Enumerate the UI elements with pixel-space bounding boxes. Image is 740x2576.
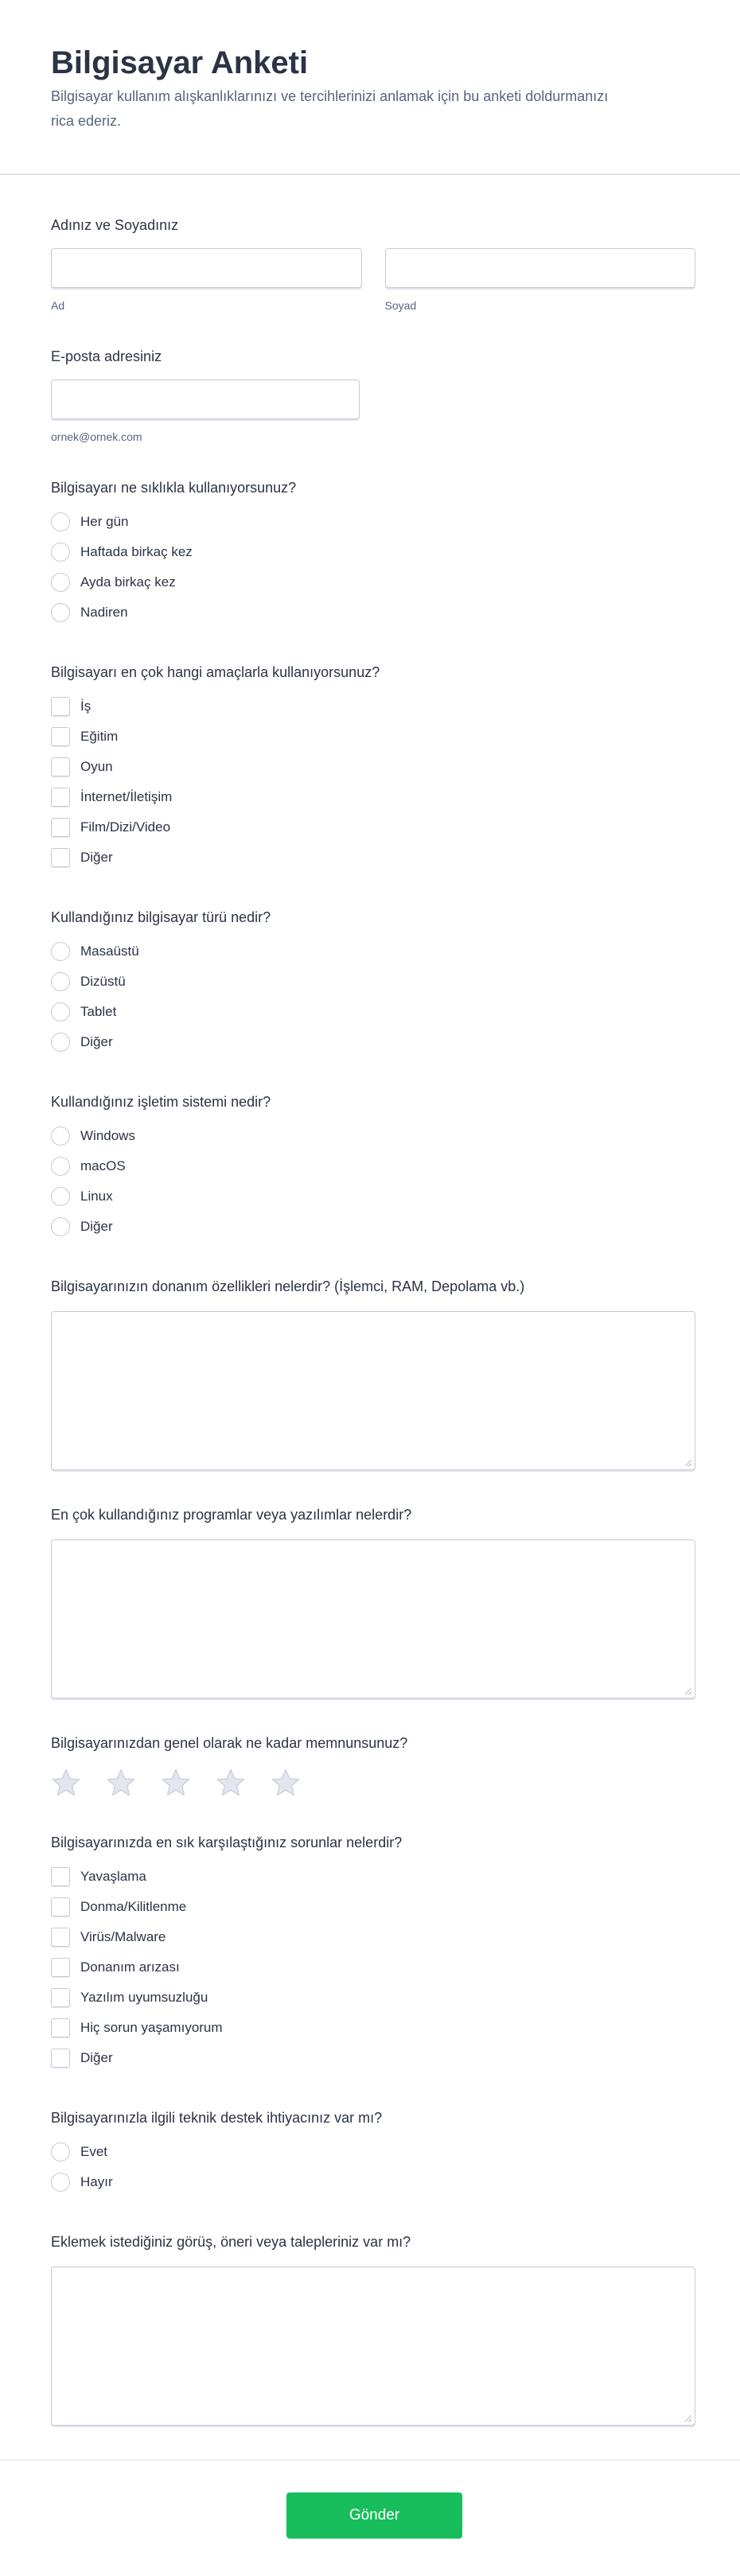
option-label: Haftada birkaç kez — [80, 544, 193, 559]
option-label: Donma/Kilitlenme — [80, 1899, 187, 1914]
checkbox[interactable] — [51, 727, 70, 746]
form-title: Bilgisayar Anketi — [51, 45, 309, 80]
option-label: Diğer — [80, 1034, 113, 1049]
frequency-question — [51, 478, 695, 628]
email-sublabel: ornek@ornek.com — [51, 430, 142, 443]
option-label: İş — [80, 698, 92, 714]
checkbox[interactable] — [51, 757, 70, 776]
support-label: Bilgisayarınızla ilgili teknik destek ihtiyacınız var mı? — [51, 2110, 383, 2126]
option-label: Evet — [80, 2144, 108, 2159]
support-option[interactable] — [51, 2137, 695, 2167]
option-label: Tablet — [80, 1004, 117, 1019]
option-label: Film/Dizi/Video — [80, 819, 171, 835]
option-label: Hiç sorun yaşamıyorum — [80, 2020, 223, 2035]
frequency-option[interactable] — [51, 597, 695, 628]
option-label: Oyun — [80, 759, 113, 774]
software-textarea[interactable] — [51, 1539, 695, 1699]
email-field — [51, 347, 695, 443]
submit-button[interactable]: Gönder — [286, 2492, 462, 2539]
option-label: İnternet/İletişim — [80, 789, 173, 804]
hardware-label: Bilgisayarınızın donanım özellikleri nelerdir? (İşlemci, RAM, Depolama vb.) — [51, 1278, 525, 1294]
purposes-question — [51, 663, 695, 873]
radio-button[interactable] — [51, 1033, 70, 1052]
purposes-option[interactable] — [51, 782, 695, 812]
radio-button[interactable] — [51, 573, 70, 592]
comments-question — [51, 2232, 695, 2426]
radio-button[interactable] — [51, 543, 70, 562]
star-icon[interactable] — [106, 1768, 136, 1798]
os-option[interactable] — [51, 1181, 695, 1212]
device-type-label: Kullandığınız bilgisayar türü nedir? — [51, 909, 271, 925]
hardware-question — [51, 1277, 695, 1470]
resize-grip-icon[interactable] — [685, 1688, 691, 1695]
checkbox[interactable] — [51, 1928, 70, 1947]
checkbox[interactable] — [51, 1988, 70, 2007]
problems-option[interactable] — [51, 1983, 695, 2013]
os-option[interactable] — [51, 1212, 695, 1242]
form-header — [0, 0, 740, 175]
star-icon[interactable] — [51, 1768, 81, 1798]
device-type-option[interactable] — [51, 997, 695, 1027]
option-label: Virüs/Malware — [80, 1929, 166, 1944]
problems-option[interactable] — [51, 1952, 695, 1983]
radio-button[interactable] — [51, 1127, 70, 1146]
last-name-sublabel: Soyad — [384, 299, 417, 312]
software-label: En çok kullandığınız programlar veya yazılımlar nelerdir? — [51, 1507, 412, 1523]
option-label: Diğer — [80, 2050, 113, 2065]
radio-button[interactable] — [51, 2173, 70, 2192]
option-label: Yavaşlama — [80, 1869, 146, 1884]
name-field — [51, 216, 695, 312]
radio-button[interactable] — [51, 972, 70, 991]
option-label: Diğer — [80, 850, 113, 865]
radio-button[interactable] — [51, 603, 70, 622]
os-option[interactable] — [51, 1121, 695, 1151]
checkbox[interactable] — [51, 818, 70, 837]
frequency-option[interactable] — [51, 537, 695, 567]
resize-grip-icon[interactable] — [685, 2415, 691, 2422]
os-label: Kullandığınız işletim sistemi nedir? — [51, 1094, 271, 1110]
purposes-option[interactable] — [51, 722, 695, 752]
frequency-label: Bilgisayarı ne sıklıkla kullanıyorsunuz? — [51, 480, 297, 496]
purposes-option[interactable] — [51, 691, 695, 722]
last-name-input[interactable] — [385, 248, 696, 288]
radio-button[interactable] — [51, 1217, 70, 1236]
resize-grip-icon[interactable] — [685, 1460, 691, 1466]
device-type-option[interactable] — [51, 1027, 695, 1057]
option-label: Diğer — [80, 1219, 113, 1234]
os-option[interactable] — [51, 1151, 695, 1181]
checkbox[interactable] — [51, 2018, 70, 2037]
frequency-option[interactable] — [51, 507, 695, 537]
star-rating[interactable] — [51, 1768, 695, 1798]
checkbox[interactable] — [51, 1867, 70, 1886]
device-type-question — [51, 908, 695, 1057]
checkbox[interactable] — [51, 697, 70, 716]
survey-form — [0, 175, 740, 2426]
purposes-option[interactable] — [51, 752, 695, 782]
first-name-input[interactable] — [51, 248, 362, 288]
checkbox[interactable] — [51, 848, 70, 867]
option-label: macOS — [80, 1158, 126, 1173]
option-label: Yazılım uyumsuzluğu — [80, 1990, 208, 2005]
radio-button[interactable] — [51, 1157, 70, 1176]
comments-textarea[interactable] — [51, 2267, 695, 2426]
star-icon[interactable] — [271, 1768, 301, 1798]
form-description: Bilgisayar kullanım alışkanlıklarınızı ve tercihlerinizi anlamak için bu anketi doldurmanızı rica ederiz. — [51, 88, 609, 129]
support-question — [51, 2108, 695, 2197]
problems-question — [51, 1833, 695, 2073]
os-question — [51, 1092, 695, 1242]
problems-option[interactable] — [51, 2013, 695, 2043]
checkbox[interactable] — [51, 788, 70, 807]
satisfaction-question — [51, 1734, 695, 1798]
email-input[interactable] — [51, 379, 360, 419]
radio-button[interactable] — [51, 1002, 70, 1021]
problems-option[interactable] — [51, 1892, 695, 1922]
option-label: Eğitim — [80, 729, 119, 744]
option-label: Donanım arızası — [80, 1959, 180, 1975]
purposes-option[interactable] — [51, 812, 695, 842]
checkbox[interactable] — [51, 1958, 70, 1977]
problems-option[interactable] — [51, 1862, 695, 1892]
option-label: Dizüstü — [80, 974, 126, 989]
comments-label: Eklemek istediğiniz görüş, öneri veya talepleriniz var mı? — [51, 2234, 411, 2250]
option-label: Ayda birkaç kez — [80, 574, 176, 590]
radio-button[interactable] — [51, 1187, 70, 1206]
checkbox[interactable] — [51, 1897, 70, 1916]
support-option[interactable] — [51, 2167, 695, 2197]
star-icon[interactable] — [216, 1768, 246, 1798]
email-label: E-posta adresiniz — [51, 348, 162, 364]
radio-button[interactable] — [51, 512, 70, 531]
name-label: Adınız ve Soyadınız — [51, 217, 179, 233]
problems-option[interactable] — [51, 1922, 695, 1952]
problems-label: Bilgisayarınızda en sık karşılaştığınız sorunlar nelerdir? — [51, 1835, 403, 1850]
device-type-option[interactable] — [51, 936, 695, 967]
option-label: Linux — [80, 1189, 113, 1204]
purposes-label: Bilgisayarı en çok hangi amaçlarla kullanıyorsunuz? — [51, 664, 380, 680]
option-label: Nadiren — [80, 605, 128, 620]
form-footer — [0, 2459, 740, 2576]
radio-button[interactable] — [51, 2142, 70, 2162]
checkbox[interactable] — [51, 2049, 70, 2068]
option-label: Her gün — [80, 514, 129, 529]
option-label: Masaüstü — [80, 944, 139, 959]
star-icon[interactable] — [161, 1768, 191, 1798]
first-name-sublabel: Ad — [51, 299, 65, 312]
radio-button[interactable] — [51, 942, 70, 961]
satisfaction-label: Bilgisayarınızdan genel olarak ne kadar memnunsunuz? — [51, 1735, 408, 1751]
software-question — [51, 1505, 695, 1699]
device-type-option[interactable] — [51, 967, 695, 997]
option-label: Hayır — [80, 2174, 113, 2189]
option-label: Windows — [80, 1128, 135, 1143]
hardware-textarea[interactable] — [51, 1311, 695, 1470]
frequency-option[interactable] — [51, 567, 695, 597]
purposes-option[interactable] — [51, 842, 695, 873]
problems-option[interactable] — [51, 2043, 695, 2073]
